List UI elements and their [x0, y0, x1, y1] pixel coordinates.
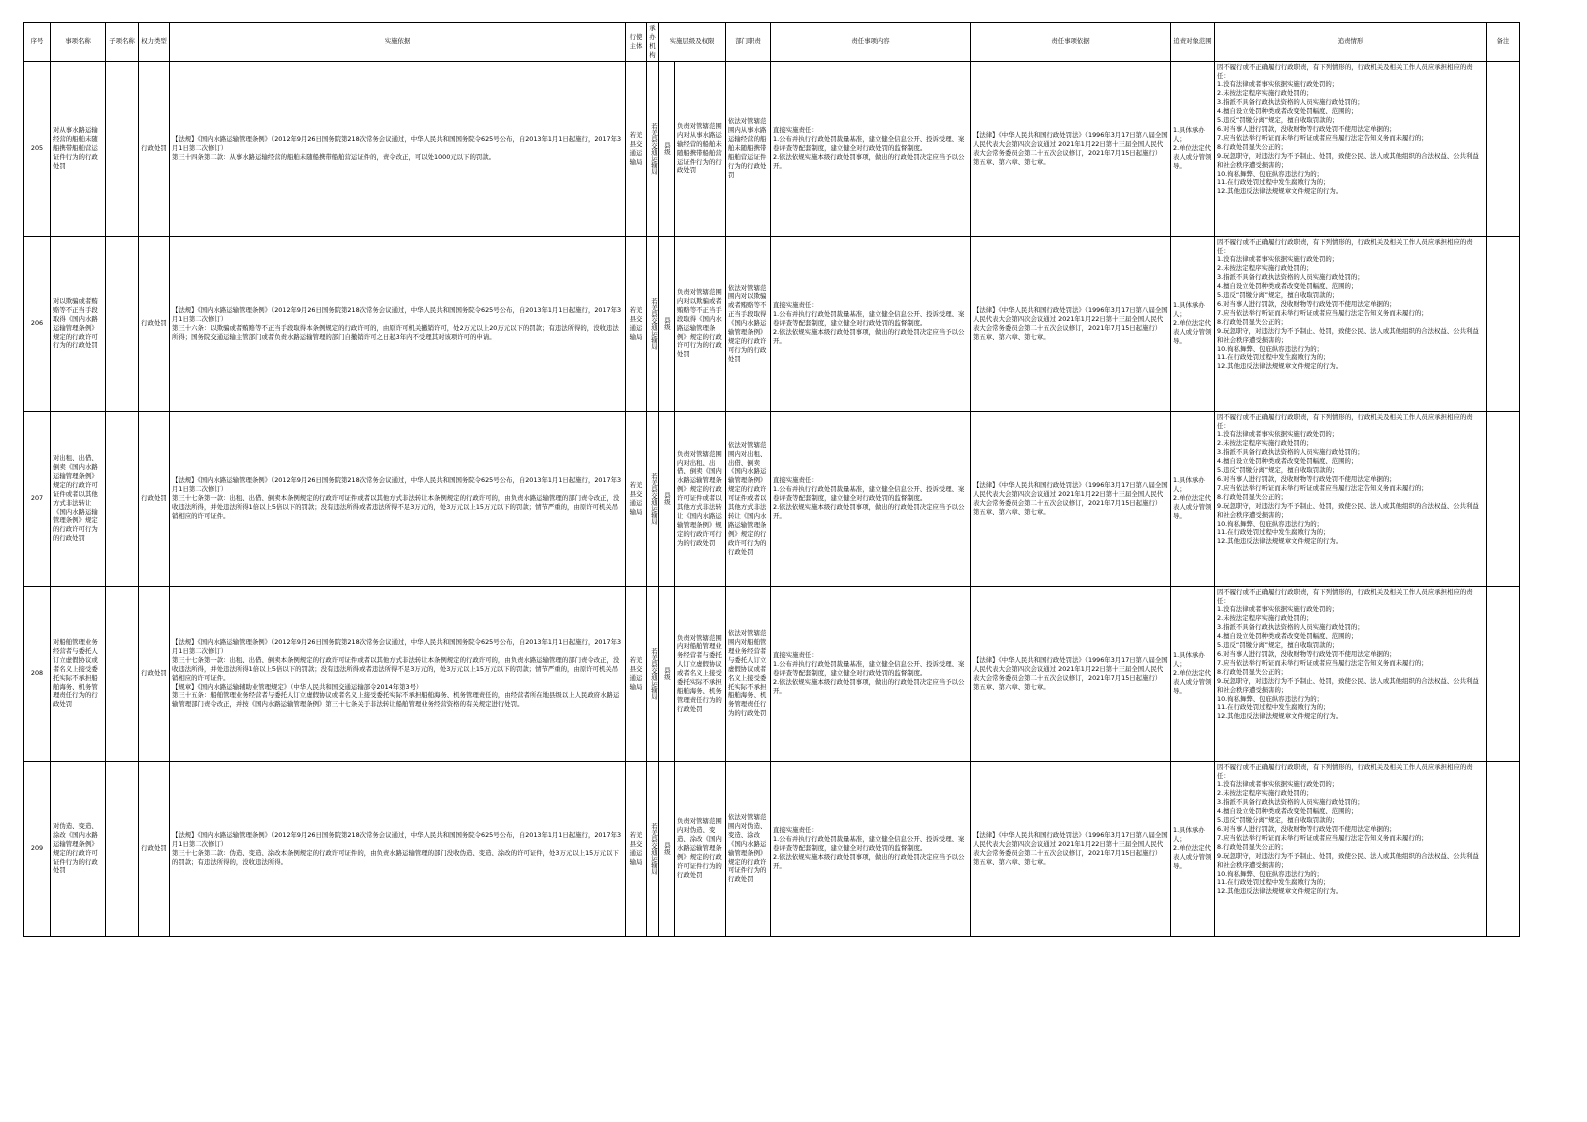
undertaker-text: 若羌县交通运输局 — [649, 823, 658, 875]
level-text: 县级 — [662, 492, 671, 506]
cell-remark — [1487, 411, 1520, 586]
cell-resp-basis: 【法律】《中华人民共和国行政处罚法》（1996年3月17日第八届全国人民代表大会第四次会议通过 2021年1月22日第十三届全国人民代表大会常务委员会第二十五次会议修订，2021年7月15日起施行） 第五章、第六章、第七章。 — [971, 761, 1171, 936]
undertaker-text: 若羌县交通运输局 — [649, 473, 658, 525]
cell-sub-item — [106, 61, 139, 236]
cell-item-name: 对船舶管理业务经营者与委托人订立虚假协议或者名义上接受委托实际不承担船舶海务、机务管理责任行为的行政处罚 — [51, 586, 106, 761]
header-resp-content: 责任事项内容 — [771, 23, 971, 62]
cell-account-cases: 因不履行或不正确履行行政职责，有下列情形的，行政机关及相关工作人员应承担相应的责任： 1.没有法律或者事实依据实施行政处罚的； 2.未按法定程序实施行政处罚的； 3.指派不具备行政执法资格的人员实施行政处罚的； 4.擅自设立处罚种类或者改变处罚幅度、范围的； 5.违反“罚缴分离”规定，擅自收取罚款的； 6.对当事人进行罚款，没收财物等行政处罚不使用法定单据的； 7.应当依法举行听证而未举行听证或者应当履行法定告知义务而未履行的； 8.行政处罚显失公正的； 9.玩忽职守，对违法行为不予制止、处罚，致使公民、法人或其他组织的合法权益、公共利益和社会秩序遭受损害的； 10.徇私舞弊、包庇纵容违法行为的； 11.在行政处罚过程中发生腐败行为的； 12.其他违反法律法规规章文件规定的行为。 — [1215, 61, 1487, 236]
cell-dept-duty: 负责对管辖范围内对伪造、变造、涂改《国内水路运输管理条例》规定的行政许可证件行为的行政处罚 — [675, 761, 726, 936]
cell-undertaker — [647, 761, 659, 936]
undertaker-text: 若羌县交通运输局 — [649, 123, 658, 175]
cell-item-name: 对出租、出借、倒卖《国内水路运输管理条例》规定的行政许可证件或者以其他方式非法转让《国内水路运输管理条例》规定的行政许可行为的行政处罚 — [51, 411, 106, 586]
undertaker-text: 若羌县交通运输局 — [649, 648, 658, 700]
cell-remark — [1487, 236, 1520, 411]
cell-seq: 207 — [24, 411, 51, 586]
cell-subject: 若羌县交通运输局 — [626, 236, 647, 411]
header-resp-basis: 责任事项依据 — [971, 23, 1171, 62]
cell-power-type: 行政处罚 — [139, 61, 170, 236]
cell-resp-content: 直接实施责任： 1.公布并执行行政处罚裁量基准，建立健全信息公开、投诉受理、案卷评查等配套制度，建立健全对行政处罚的监督制度。 2.依法依规实施本级行政处罚事项，做出的行政处罚决定应当予以公开。 — [771, 761, 971, 936]
cell-item-name: 对伪造、变造、涂改《国内水路运输管理条例》规定的行政许可证件行为的行政处罚 — [51, 761, 106, 936]
cell-undertaker — [647, 236, 659, 411]
cell-basis: 【法规】《国内水路运输管理条例》（2012年9月26日国务院第218次常务会议通过，中华人民共和国国务院令625号公布，自2013年1月1日起施行，2017年3月1日第二次修订） 第三十六条：以欺骗或者贿赂等不正当手段取得本条例规定的行政许可的，由原许可机关撤销许可，处2万元以上20万元以下的罚款；有违法所得的，没收违法所得；国务院交通运输主管部门或者负责水路运输管理的部门自撤销许可之日起3年内不受理其对该项许可的申请。 — [170, 236, 626, 411]
header-row — [24, 23, 1520, 62]
cell-basis: 【法规】《国内水路运输管理条例》（2012年9月26日国务院第218次常务会议通过，中华人民共和国国务院令625号公布，自2013年1月1日起施行，2017年3月1日第二次修订） 第三十七条第二款：伪造、变造、涂改本条例规定的行政许可证件的，由负责水路运输管理的部门没收伪造、变造、涂改的许可证件，处3万元以上15万元以下的罚款；有违法所得的，没收违法所得。 — [170, 761, 626, 936]
cell-level — [659, 411, 675, 586]
level-text: 县级 — [662, 667, 671, 681]
cell-basis: 【法规】《国内水路运输管理条例》（2012年9月26日国务院第218次常务会议通过，中华人民共和国国务院令625号公布，自2013年1月1日起施行，2017年3月1日第二次修订） 第三十七条第一款：出租、出借、倒卖本条例规定的行政许可证件或者以其他方式非法转让本条例规定的行政许可的，由负责水路运输管理的部门责令改正，没收违法所得，并处违法所得1倍以上5倍以下的罚款；没有违法所得或者违法所得不足3万元的，处3万元以上15万元以下的罚款；情节严重的，由原许可机关吊销相应的许可证件。 【规章】《国内水路运输辅助业管理规定》（中华人民共和国交通运输部令2014年第3号） 第三十五条：船舶管理业务经营者与委托人订立虚假协议或者名义上接受委托实际不承担船舶海务、机务管理责任的，由经营者所在地县级以上人民政府水路运输管理部门责令改正，并按《国内水路运输管理条例》第三十七条关于非法转让船舶管理业务经营资格的有关规定进行处罚。 — [170, 586, 626, 761]
cell-subject: 若羌县交通运输局 — [626, 61, 647, 236]
cell-account-scope: 1.具体承办人； 2.单位法定代表人或分管领导。 — [1171, 586, 1215, 761]
cell-resp-basis: 【法律】《中华人民共和国行政处罚法》（1996年3月17日第八届全国人民代表大会第四次会议通过 2021年1月22日第十三届全国人民代表大会常务委员会第二十五次会议修订，2021年7月15日起施行） 第五章、第六章、第七章。 — [971, 411, 1171, 586]
cell-account-cases: 因不履行或不正确履行行政职责，有下列情形的，行政机关及相关工作人员应承担相应的责任： 1.没有法律或者事实依据实施行政处罚的； 2.未按法定程序实施行政处罚的； 3.指派不具备行政执法资格的人员实施行政处罚的； 4.擅自设立处罚种类或者改变处罚幅度、范围的； 5.违反“罚缴分离”规定，擅自收取罚款的； 6.对当事人进行罚款，没收财物等行政处罚不使用法定单据的； 7.应当依法举行听证而未举行听证或者应当履行法定告知义务而未履行的； 8.行政处罚显失公正的； 9.玩忽职守，对违法行为不予制止、处罚，致使公民、法人或其他组织的合法权益、公共利益和社会秩序遭受损害的； 10.徇私舞弊、包庇纵容违法行为的； 11.在行政处罚过程中发生腐败行为的； 12.其他违反法律法规规章文件规定的行为。 — [1215, 586, 1487, 761]
cell-undertaker — [647, 61, 659, 236]
cell-level — [659, 586, 675, 761]
cell-resp-content: 直接实施责任： 1.公布并执行行政处罚裁量基准，建立健全信息公开、投诉受理、案卷评查等配套制度，建立健全对行政处罚的监督制度。 2.依法依规实施本级行政处罚事项，做出的行政处罚决定应当予以公开。 — [771, 411, 971, 586]
cell-law-duty: 依法对管辖范围内对以欺骗或者贿赂等不正当手段取得《国内水路运输管理条例》规定的行政许可行为的行政处罚 — [726, 236, 771, 411]
cell-sub-item — [106, 761, 139, 936]
cell-power-type: 行政处罚 — [139, 761, 170, 936]
header-power-type: 权力类型 — [139, 23, 170, 62]
cell-level — [659, 761, 675, 936]
cell-account-cases: 因不履行或不正确履行行政职责，有下列情形的，行政机关及相关工作人员应承担相应的责任： 1.没有法律或者事实依据实施行政处罚的； 2.未按法定程序实施行政处罚的； 3.指派不具备行政执法资格的人员实施行政处罚的； 4.擅自设立处罚种类或者改变处罚幅度、范围的； 5.违反“罚缴分离”规定，擅自收取罚款的； 6.对当事人进行罚款，没收财物等行政处罚不使用法定单据的； 7.应当依法举行听证而未举行听证或者应当履行法定告知义务而未履行的； 8.行政处罚显失公正的； 9.玩忽职守，对违法行为不予制止、处罚，致使公民、法人或其他组织的合法权益、公共利益和社会秩序遭受损害的； 10.徇私舞弊、包庇纵容违法行为的； 11.在行政处罚过程中发生腐败行为的； 12.其他违反法律法规规章文件规定的行为。 — [1215, 411, 1487, 586]
table-row — [24, 586, 1520, 761]
header-account-cases: 追责情形 — [1215, 23, 1487, 62]
cell-basis: 【法规】《国内水路运输管理条例》（2012年9月26日国务院第218次常务会议通过，中华人民共和国国务院令625号公布，自2013年1月1日起施行，2017年3月1日第二次修订） 第三十四条第二款：从事水路运输经营的船舶未随船携带船舶营运证件的，责令改正，可以处1000元以下的罚款。 — [170, 61, 626, 236]
header-sub-item: 子项名称 — [106, 23, 139, 62]
level-text: 县级 — [662, 317, 671, 331]
cell-dept-duty: 负责对管辖范围内对船舶管理业务经营者与委托人订立虚假协议或者名义上接受委托实际不承担船舶海务、机务管理责任行为的行政处罚 — [675, 586, 726, 761]
cell-account-scope: 1.具体承办人； 2.单位法定代表人或分管领导。 — [1171, 236, 1215, 411]
cell-subject: 若羌县交通运输局 — [626, 761, 647, 936]
power-list-table — [23, 22, 1520, 937]
cell-seq: 209 — [24, 761, 51, 936]
cell-resp-content: 直接实施责任： 1.公布并执行行政处罚裁量基准，建立健全信息公开、投诉受理、案卷评查等配套制度，建立健全对行政处罚的监督制度。 2.依法依规实施本级行政处罚事项，做出的行政处罚决定应当予以公开。 — [771, 586, 971, 761]
cell-item-name: 对从事水路运输经营的船舶未随船携带船舶营运证件行为的行政处罚 — [51, 61, 106, 236]
cell-resp-content: 直接实施责任： 1.公布并执行行政处罚裁量基准，建立健全信息公开、投诉受理、案卷评查等配套制度，建立健全对行政处罚的监督制度。 2.依法依规实施本级行政处罚事项，做出的行政处罚决定应当予以公开。 — [771, 61, 971, 236]
cell-undertaker — [647, 411, 659, 586]
cell-resp-content: 直接实施责任： 1.公布并执行行政处罚裁量基准，建立健全信息公开、投诉受理、案卷评查等配套制度，建立健全对行政处罚的监督制度。 2.依法依规实施本级行政处罚事项，做出的行政处罚决定应当予以公开。 — [771, 236, 971, 411]
table-row — [24, 236, 1520, 411]
cell-remark — [1487, 61, 1520, 236]
cell-seq: 205 — [24, 61, 51, 236]
cell-law-duty: 依法对管辖范围内对伪造、变造、涂改《国内水路运输管理条例》规定的行政许可证件行为的行政处罚 — [726, 761, 771, 936]
cell-subject: 若羌县交通运输局 — [626, 586, 647, 761]
cell-account-scope: 1.具体承办人； 2.单位法定代表人或分管领导。 — [1171, 61, 1215, 236]
table-row — [24, 411, 1520, 586]
cell-resp-basis: 【法律】《中华人民共和国行政处罚法》（1996年3月17日第八届全国人民代表大会第四次会议通过 2021年1月22日第十三届全国人民代表大会常务委员会第二十五次会议修订，2021年7月15日起施行） 第五章、第六章、第七章。 — [971, 61, 1171, 236]
undertaker-text: 若羌县交通运输局 — [649, 298, 658, 350]
header-basis: 实施依据 — [170, 23, 626, 62]
cell-resp-basis: 【法律】《中华人民共和国行政处罚法》（1996年3月17日第八届全国人民代表大会第四次会议通过 2021年1月22日第十三届全国人民代表大会常务委员会第二十五次会议修订，2021年7月15日起施行） 第五章、第六章、第七章。 — [971, 586, 1171, 761]
cell-account-cases: 因不履行或不正确履行行政职责，有下列情形的，行政机关及相关工作人员应承担相应的责任： 1.没有法律或者事实依据实施行政处罚的； 2.未按法定程序实施行政处罚的； 3.指派不具备行政执法资格的人员实施行政处罚的； 4.擅自设立处罚种类或者改变处罚幅度、范围的； 5.违反“罚缴分离”规定，擅自收取罚款的； 6.对当事人进行罚款，没收财物等行政处罚不使用法定单据的； 7.应当依法举行听证而未举行听证或者应当履行法定告知义务而未履行的； 8.行政处罚显失公正的； 9.玩忽职守，对违法行为不予制止、处罚，致使公民、法人或其他组织的合法权益、公共利益和社会秩序遭受损害的； 10.徇私舞弊、包庇纵容违法行为的； 11.在行政处罚过程中发生腐败行为的； 12.其他违反法律法规规章文件规定的行为。 — [1215, 761, 1487, 936]
cell-seq: 206 — [24, 236, 51, 411]
cell-dept-duty: 负责对管辖范围内对以欺骗或者贿赂等不正当手段取得《国内水路运输管理条例》规定的行政许可行为的行政处罚 — [675, 236, 726, 411]
header-dept-duty: 部门职责 — [726, 23, 771, 62]
header-remark: 备注 — [1487, 23, 1520, 62]
cell-basis: 【法规】《国内水路运输管理条例》（2012年9月26日国务院第218次常务会议通过，中华人民共和国国务院令625号公布，自2013年1月1日起施行，2017年3月1日第二次修订） 第三十七条第一款：出租、出借、倒卖本条例规定的行政许可证件或者以其他方式非法转让本条例规定的行政许可的，由负责水路运输管理的部门责令改正，没收违法所得，并处违法所得1倍以上5倍以下的罚款；没有违法所得或者违法所得不足3万元的，处3万元以上15万元以下的罚款；情节严重的，由原许可机关吊销相应的许可证件。 — [170, 411, 626, 586]
cell-undertaker — [647, 586, 659, 761]
header-subject: 行使主体 — [626, 23, 647, 62]
cell-sub-item — [106, 586, 139, 761]
table-row — [24, 61, 1520, 236]
cell-law-duty: 依法对管辖范围内对出租、出借、倒卖《国内水路运输管理条例》规定的行政许可证件或者以其他方式非法转让《国内水路运输管理条例》规定的行政许可行为的行政处罚 — [726, 411, 771, 586]
level-text: 县级 — [662, 842, 671, 856]
cell-account-scope: 1.具体承办人； 2.单位法定代表人或分管领导。 — [1171, 411, 1215, 586]
cell-remark — [1487, 761, 1520, 936]
cell-dept-duty: 负责对管辖范围内对从事水路运输经营的船舶未随船携带船舶营运证件行为的行政处罚 — [675, 61, 726, 236]
cell-level — [659, 236, 675, 411]
cell-power-type: 行政处罚 — [139, 586, 170, 761]
cell-level — [659, 61, 675, 236]
cell-dept-duty: 负责对管辖范围内对出租、出借、倒卖《国内水路运输管理条例》规定的行政许可证件或者以其他方式非法转让《国内水路运输管理条例》规定的行政许可行为的行政处罚 — [675, 411, 726, 586]
level-text: 县级 — [662, 142, 671, 156]
cell-sub-item — [106, 236, 139, 411]
cell-subject: 若羌县交通运输局 — [626, 411, 647, 586]
cell-sub-item — [106, 411, 139, 586]
header-item-name: 事项名称 — [51, 23, 106, 62]
cell-law-duty: 依法对管辖范围内从事水路运输经营的船舶未随船携带船舶营运证件行为的行政处罚 — [726, 61, 771, 236]
cell-remark — [1487, 586, 1520, 761]
cell-account-scope: 1.具体承办人； 2.单位法定代表人或分管领导。 — [1171, 761, 1215, 936]
cell-resp-basis: 【法律】《中华人民共和国行政处罚法》（1996年3月17日第八届全国人民代表大会第四次会议通过 2021年1月22日第十三届全国人民代表大会常务委员会第二十五次会议修订，2021年7月15日起施行） 第五章、第六章、第七章。 — [971, 236, 1171, 411]
header-undertaker: 承办机构 — [647, 23, 659, 62]
header-account-scope: 追责对象范围 — [1171, 23, 1215, 62]
cell-account-cases: 因不履行或不正确履行行政职责，有下列情形的，行政机关及相关工作人员应承担相应的责任： 1.没有法律或者事实依据实施行政处罚的； 2.未按法定程序实施行政处罚的； 3.指派不具备行政执法资格的人员实施行政处罚的； 4.擅自设立处罚种类或者改变处罚幅度、范围的； 5.违反“罚缴分离”规定，擅自收取罚款的； 6.对当事人进行罚款，没收财物等行政处罚不使用法定单据的； 7.应当依法举行听证而未举行听证或者应当履行法定告知义务而未履行的； 8.行政处罚显失公正的； 9.玩忽职守，对违法行为不予制止、处罚，致使公民、法人或其他组织的合法权益、公共利益和社会秩序遭受损害的； 10.徇私舞弊、包庇纵容违法行为的； 11.在行政处罚过程中发生腐败行为的； 12.其他违反法律法规规章文件规定的行为。 — [1215, 236, 1487, 411]
cell-item-name: 对以欺骗或者贿赂等不正当手段取得《国内水路运输管理条例》规定的行政许可行为的行政处罚 — [51, 236, 106, 411]
cell-power-type: 行政处罚 — [139, 236, 170, 411]
cell-law-duty: 依法对管辖范围内对船舶管理业务经营者与委托人订立虚假协议或者名义上接受委托实际不承担船舶海务、机务管理责任行为的行政处罚 — [726, 586, 771, 761]
cell-seq: 208 — [24, 586, 51, 761]
table-row — [24, 761, 1520, 936]
cell-power-type: 行政处罚 — [139, 411, 170, 586]
header-seq: 序号 — [24, 23, 51, 62]
header-level: 实施层级及权限 — [659, 23, 726, 62]
